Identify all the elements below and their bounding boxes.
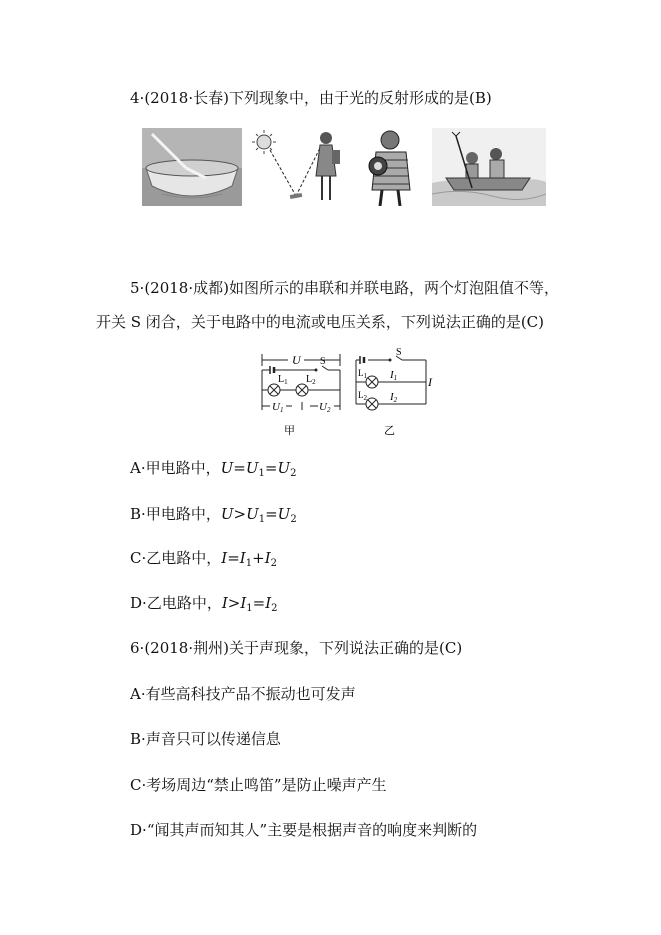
q6-number: 6: [130, 639, 140, 657]
q6-answer: (C): [439, 639, 463, 657]
parallel-lamp1-label: $L_1$: [358, 368, 367, 380]
q4-answer: (B): [469, 89, 492, 107]
q6-option-d: D·“闻其声而知其人”主要是根据声音的响度来判断的: [130, 821, 478, 839]
q4-stem: 4·(2018·长春)下列现象中，由于光的反射形成的是(B): [130, 89, 492, 107]
q5-text-1: 如图所示的串联和并联电路，两个灯泡阻值不等，: [228, 279, 559, 297]
boat-fishing-picture: [432, 128, 546, 206]
q5-number: 5: [130, 279, 140, 297]
q5-source: (2018·成都): [144, 279, 229, 297]
parallel-caption: 乙: [384, 424, 395, 437]
parallel-circuit-diagram: [350, 346, 434, 438]
parallel-current-label: I: [428, 375, 432, 389]
q5-stem-line2: [96, 312, 544, 332]
q6-option-c: C·考场周边“禁止鸣笛”是防止噪声产生: [130, 776, 387, 794]
bowl-chopstick-picture: [142, 128, 242, 206]
q4-text: 下列现象中，由于光的反射形成的是: [228, 89, 469, 107]
q6-source: (2018·荆州): [144, 639, 229, 657]
q5-option-c: C·乙电路中，$I=I_1+I_2$: [130, 549, 277, 569]
q6-text: 关于声现象，下列说法正确的是: [228, 639, 439, 657]
sun-mirror-girl-picture: [250, 128, 350, 206]
q5-option-d: D·乙电路中，$I>I_1=I_2$: [130, 594, 278, 614]
series-circuit-diagram: [256, 346, 350, 438]
parallel-i1-label: I1: [390, 369, 398, 382]
q5-option-a: A·甲电路中，$U=U_1=U_2$: [130, 459, 297, 479]
series-lamp2-label: $L_2$: [306, 374, 316, 386]
parallel-lamp2-label: $L_2$: [358, 390, 367, 402]
boy-magnifier-picture: [358, 128, 428, 206]
q6-stem: 6·(2018·荆州)关于声现象，下列说法正确的是(C): [130, 639, 463, 657]
q4-number: 4: [130, 89, 140, 107]
q5-answer: (C): [520, 313, 545, 331]
series-switch-label: S: [320, 356, 326, 367]
series-u1-label: U1: [272, 401, 284, 414]
series-lamp1-label: $L_1$: [278, 374, 288, 386]
series-caption: 甲: [284, 424, 295, 437]
q5-option-b: B·甲电路中，$U>U_1=U_2$: [130, 505, 297, 525]
parallel-i2-label: I2: [390, 391, 398, 404]
q6-option-a: A·有些高科技产品不振动也可发声: [130, 685, 356, 703]
parallel-switch-label: S: [396, 347, 402, 358]
q4-source: (2018·长春): [144, 89, 229, 107]
q6-option-b: B·声音只可以传递信息: [130, 730, 281, 748]
q5-stem-line1: 5·(2018·成都)如图所示的串联和并联电路，两个灯泡阻值不等，: [130, 279, 559, 297]
series-voltage-label: U: [292, 353, 301, 367]
series-u2-label: U2: [319, 401, 331, 414]
q5-text-2: 开关 S 闭合，关于电路中的电流或电压关系，下列说法正确的是: [96, 313, 521, 331]
